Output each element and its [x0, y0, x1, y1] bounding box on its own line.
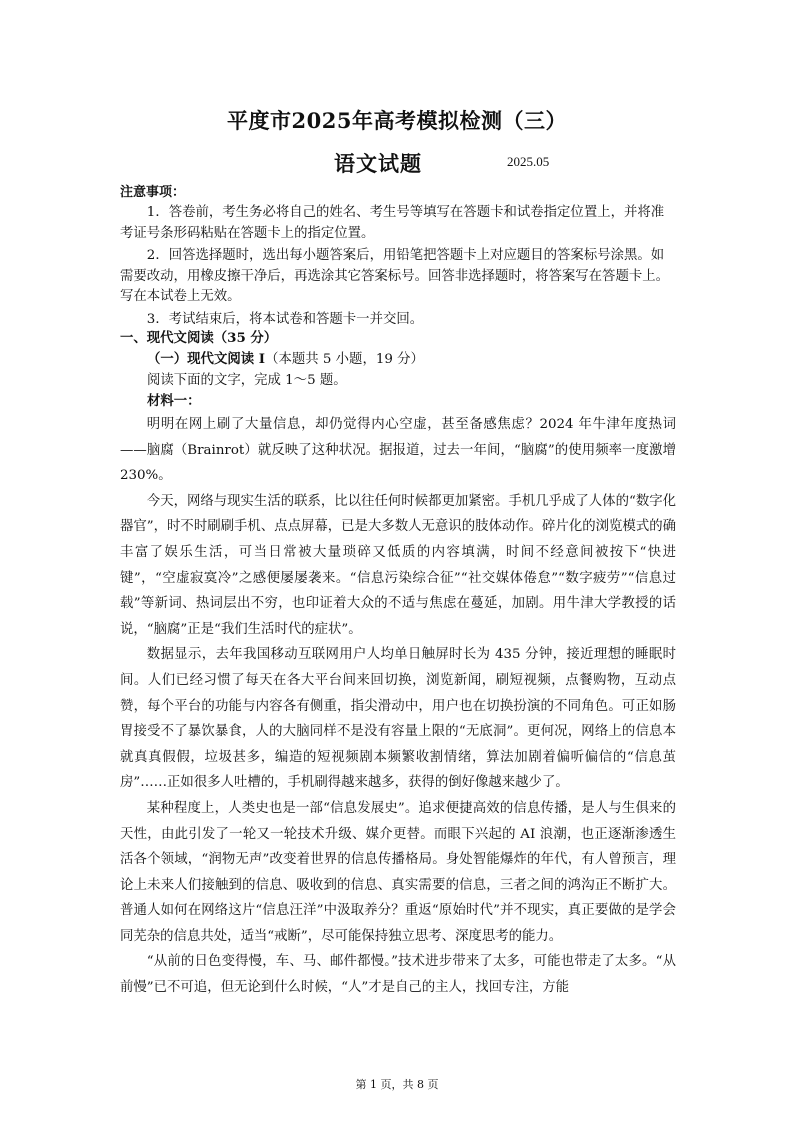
- subsection-line: [147, 348, 424, 367]
- page-title: 平度市2025年高考模拟检测（三）: [227, 108, 567, 133]
- subsection-title: （一）现代文阅读 I: [147, 351, 266, 367]
- passage: [120, 412, 676, 1001]
- notice-item-3: 3．考试结束后，将本试卷和答题卡一并交回。: [146, 311, 424, 327]
- subject-title: 语文试题: [334, 151, 422, 176]
- subsection-note: （本题共 5 小题，19 分）: [265, 352, 424, 367]
- material-label: 材料一：: [147, 393, 201, 409]
- instruction: 阅读下面的文字，完成 1～5 题。: [147, 373, 347, 388]
- page-footer: 第 1 页，共 8 页: [355, 1078, 439, 1091]
- exam-date: 2025.05: [507, 154, 550, 169]
- section-title: 一、现代文阅读（35 分）: [120, 330, 278, 346]
- paragraph: “从前的日色变得慢，车、马、邮件都慢。”技术进步带来了太多，可能也带走了太多。“从前慢”已不可追，但无论到什么时候，“人”才是自己的主人，找回专注，方能: [120, 954, 676, 996]
- notice-item-1: 1．答卷前，考生务必将自己的姓名、考生号等填写在答题卡和试卷指定位置上，并将准考证号条形码粘贴在答题卡上的指定位置。: [120, 205, 665, 241]
- paragraph: 某种程度上，人类史也是一部“信息发展史”。追求便捷高效的信息传播，是人与生俱来的天性，由此引发了一轮又一轮技术升级、媒介更替。而眼下兴起的 AI 浪潮，也正逐渐渗透生活各个领域，“润物无声”改变着世界的信息传播格局。身处智能爆炸的年代，有人曾预言，理论上未来人们接触到的信息、吸收到的信息、真实需要的信息，三者之间的鸿沟正不断扩大。普通人如何在网络这片“信息汪洋”中汲取养分？重返“原始时代”并不现实，真正要做的是学会同芜杂的信息共处，适当“戒断”，尽可能保持独立思考、深度思考的能力。: [120, 800, 676, 944]
- notice-list: [120, 203, 676, 330]
- paragraph: 数据显示，去年我国移动互联网用户人均单日触屏时长为 435 分钟，接近理想的睡眠时间。人们已经习惯了每天在各大平台间来回切换，浏览新闻，刷短视频，点餐购物，互动点赞，每个平台的功能与内容各有侧重，指尖滑动中，用户也在切换扮演的不同角色。可正如肠胃接受不了暴饮暴食，人的大脑同样不是没有容量上限的“无底洞”。更何况，网络上的信息本就真真假假，垃圾甚多，编造的短视频剧本频繁收割情绪，算法加剧着偏听偏信的“信息茧房”……正如很多人吐槽的，手机刷得越来越多，获得的倒好像越来越少了。: [120, 647, 676, 791]
- subtitle-row: [0, 148, 794, 178]
- paragraph: 今天，网络与现实生活的联系，比以往任何时候都更加紧密。手机几乎成了人体的“数字化器官”，时不时刷刷手机、点点屏幕，已是大多数人无意识的肢体动作。碎片化的浏览模式的确丰富了娱乐生活，可当日常被大量琐碎又低质的内容填满，时间不经意间被按下“快进键”，“空虚寂寞冷”之感便屡屡袭来。“信息污染综合征”“社交媒体倦怠”“数字疲劳”“信息过载”等新词、热词层出不穷，也印证着大众的不适与焦虑在蔓延，加剧。用牛津大学教授的话说，“脑腐”正是“我们生活时代的症状”。: [120, 493, 676, 637]
- notice-heading: 注意事项：: [120, 185, 186, 200]
- paragraph: 明明在网上刷了大量信息，却仍觉得内心空虚，甚至备感焦虑？2024 年牛津年度热词——脑腐（Brainrot）就反映了这种状况。据报道，过去一年间，“脑腐”的使用频率一度激增 230%。: [120, 417, 676, 484]
- notice-item-2: 2．回答选择题时，选出每小题答案后，用铅笔把答题卡上对应题目的答案标号涂黑。如需要改动，用橡皮擦干净后，再选涂其它答案标号。回答非选择题时，将答案写在答题卡上。写在本试卷上无效。: [120, 248, 670, 304]
